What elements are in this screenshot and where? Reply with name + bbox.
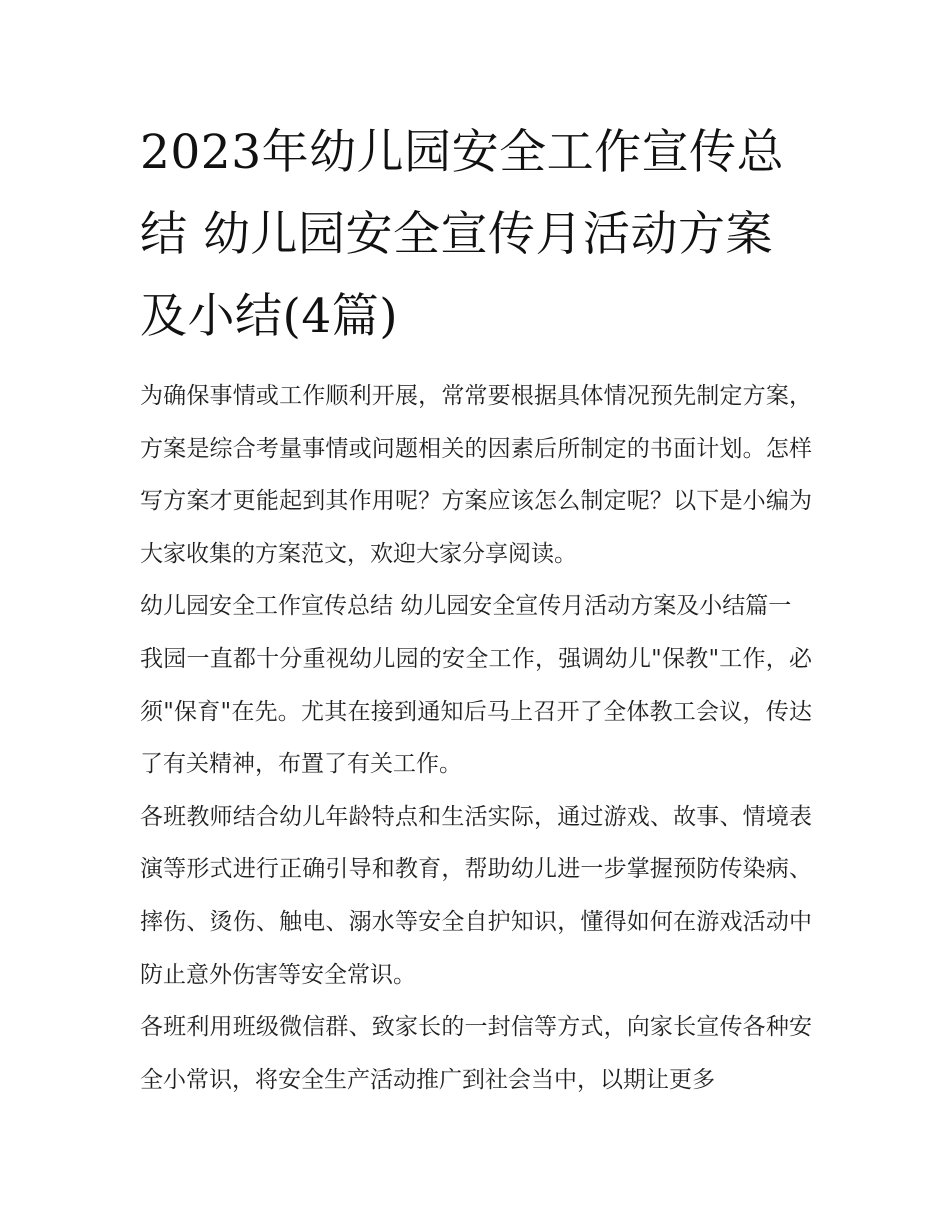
body-paragraph: 各班教师结合幼儿年龄特点和生活实际，通过游戏、故事、情境表演等形式进行正确引导和教育，帮助幼儿进一步掌握预防传染病、摔伤、烫伤、触电、溺水等安全自护知识，懂得如何在游戏活动中防止意外伤害等安全常识。 [140, 803, 812, 988]
document-title: 2023年幼儿园安全工作宣传总结 幼儿园安全宣传月活动方案及小结(4篇) [140, 125, 785, 344]
section-heading: 幼儿园安全工作宣传总结 幼儿园安全宣传月活动方案及小结篇一 [140, 593, 792, 620]
intro-paragraph: 为确保事情或工作顺利开展，常常要根据具体情况预先制定方案，方案是综合考量事情或问题相关的因素后所制定的书面计划。怎样写方案才更能起到其作用呢？方案应该怎么制定呢？以下是小编为大家收集的方案范文，欢迎大家分享阅读。 [140, 383, 812, 567]
body-paragraph: 各班利用班级微信群、致家长的一封信等方式，向家长宣传各种安全小常识，将安全生产活动推广到社会当中，以期让更多 [140, 1014, 812, 1093]
body-paragraph: 我园一直都十分重视幼儿园的安全工作，强调幼儿"保教"工作，必须"保育"在先。尤其在接到通知后马上召开了全体教工会议，传达了有关精神，布置了有关工作。 [140, 645, 812, 778]
document-page [140, 112, 812, 1106]
